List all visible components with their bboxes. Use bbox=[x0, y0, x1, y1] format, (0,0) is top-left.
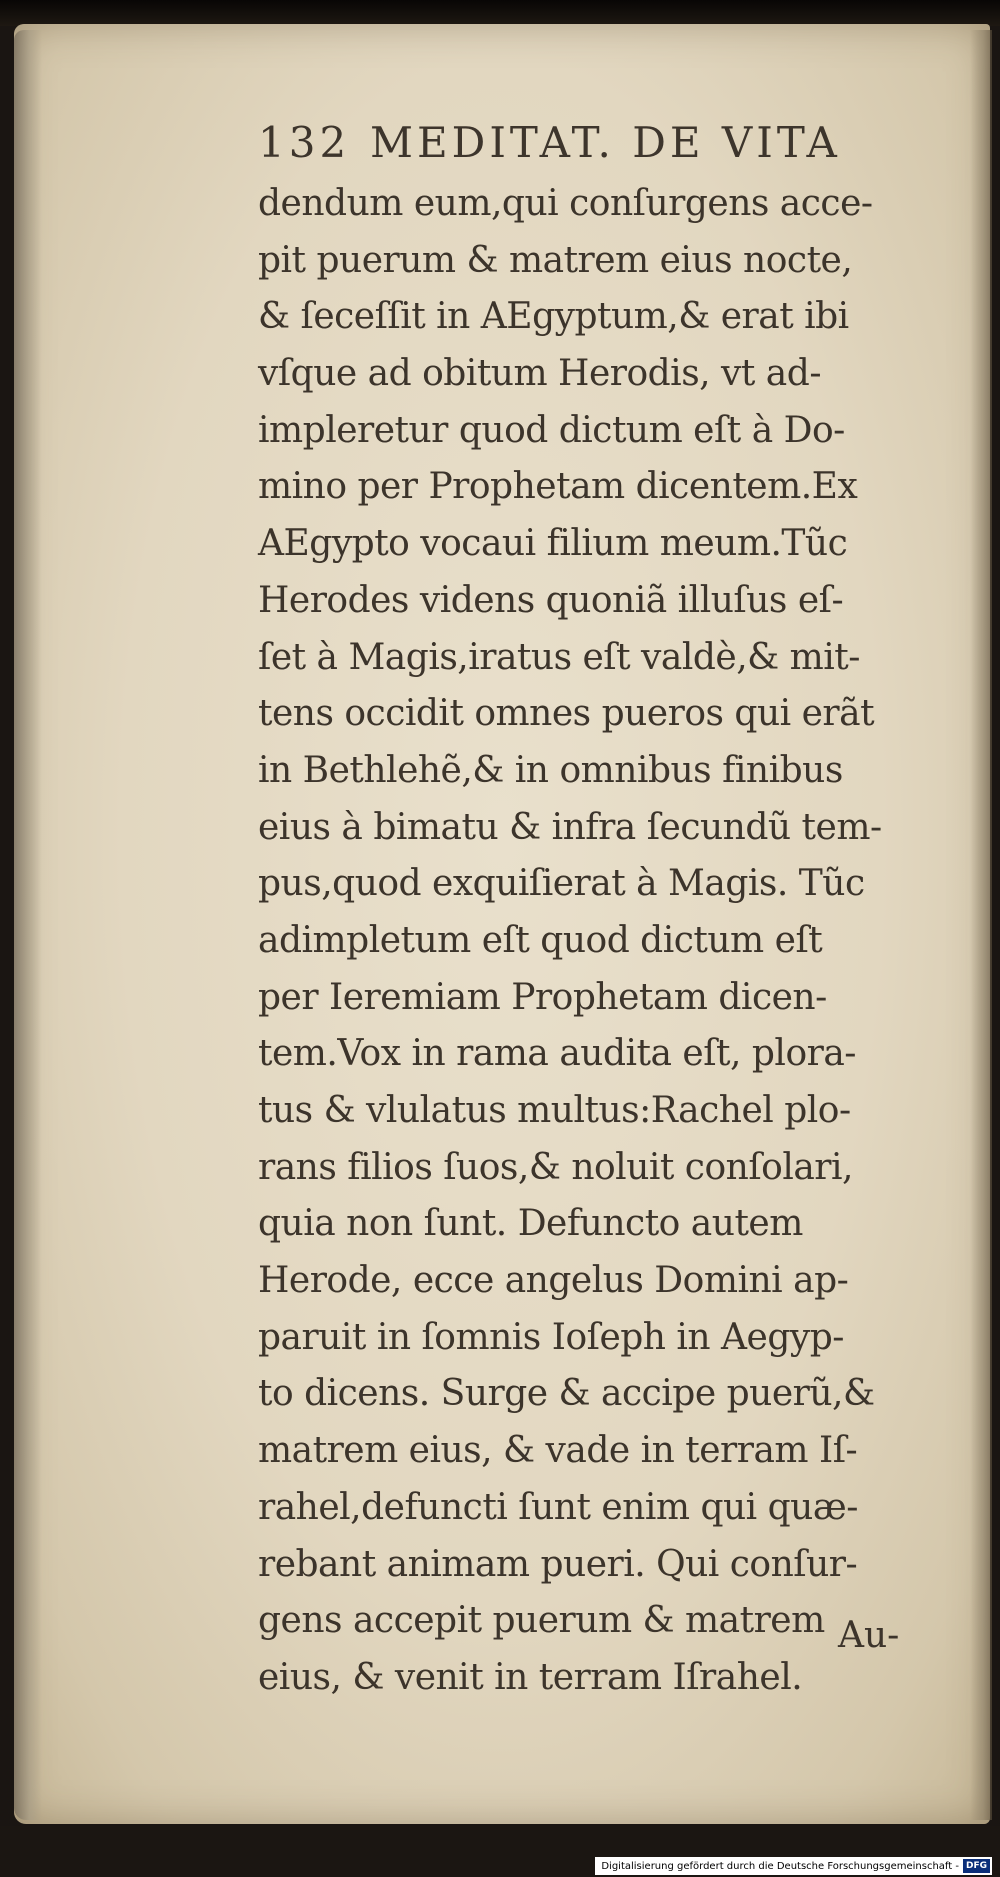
text-line: rebant animam pueri. Qui conſur- bbox=[258, 1543, 858, 1585]
text-line: AEgypto vocaui filium meum.Tũc bbox=[258, 523, 848, 565]
text-line: quia non ſunt. Defuncto autem bbox=[258, 1203, 803, 1245]
text-line: rans filios ſuos,& noluit conſolari, bbox=[258, 1146, 853, 1188]
text-line: eius, & venit in terram Iſrahel. bbox=[258, 1656, 803, 1698]
body-text bbox=[258, 176, 918, 1707]
text-line: paruit in ſomnis Ioſeph in Aegyp- bbox=[258, 1316, 844, 1358]
text-line: per Ieremiam Prophetam dicen- bbox=[258, 976, 827, 1018]
text-line: ſet à Magis,iratus eſt valdè,& mit- bbox=[258, 636, 860, 678]
scan-top-edge bbox=[0, 0, 1000, 26]
text-line: adimpletum eſt quod dictum eſt bbox=[258, 919, 823, 961]
page-gutter-shadow bbox=[14, 30, 42, 1820]
digitization-credit bbox=[595, 1857, 992, 1875]
text-line: impleretur quod dictum eſt à Do- bbox=[258, 409, 845, 451]
text-line: pit puerum & matrem eius nocte, bbox=[258, 239, 853, 281]
dfg-logo: DFG bbox=[963, 1859, 990, 1873]
text-line: tem.Vox in rama audita eſt, plora- bbox=[258, 1033, 856, 1075]
page-header bbox=[258, 118, 908, 180]
text-line: Herode, ecce angelus Domini ap- bbox=[258, 1260, 849, 1302]
text-line: dendum eum,qui conſurgens acce- bbox=[258, 183, 873, 224]
text-line: in Bethlehẽ,& in omnibus finibus bbox=[258, 749, 843, 791]
text-line: tus & vlulatus multus:Rachel plo- bbox=[258, 1090, 851, 1131]
credit-text: Digitalisierung gefördert durch die Deutsche Forschungsgemeinschaft - bbox=[601, 1860, 959, 1872]
page-number: 132 bbox=[258, 118, 351, 167]
running-title: MEDITAT. DE VITA bbox=[370, 118, 841, 167]
text-line: to dicens. Surge & accipe puerũ,& bbox=[258, 1373, 875, 1415]
text-line: eius à bimatu & infra ſecundũ tem- bbox=[258, 806, 882, 848]
text-line: rahel,defuncti ſunt enim qui quæ- bbox=[258, 1486, 858, 1528]
text-line: pus,quod exquiſierat à Magis. Tũc bbox=[258, 863, 865, 905]
catchword: Au- bbox=[838, 1615, 900, 1656]
text-line: vſque ad obitum Herodis, vt ad- bbox=[258, 353, 821, 395]
page-edge-shadow bbox=[970, 30, 992, 1820]
text-line: & ſeceſſit in AEgyptum,& erat ibi bbox=[258, 296, 849, 338]
text-line: matrem eius, & vade in terram Iſ- bbox=[258, 1430, 858, 1472]
text-line: gens accepit puerum & matrem bbox=[258, 1600, 825, 1642]
text-line: tens occidit omnes pueros qui erãt bbox=[258, 693, 875, 735]
text-line: mino per Prophetam dicentem.Ex bbox=[258, 466, 858, 508]
text-line: Herodes videns quoniã illuſus eſ- bbox=[258, 579, 844, 621]
